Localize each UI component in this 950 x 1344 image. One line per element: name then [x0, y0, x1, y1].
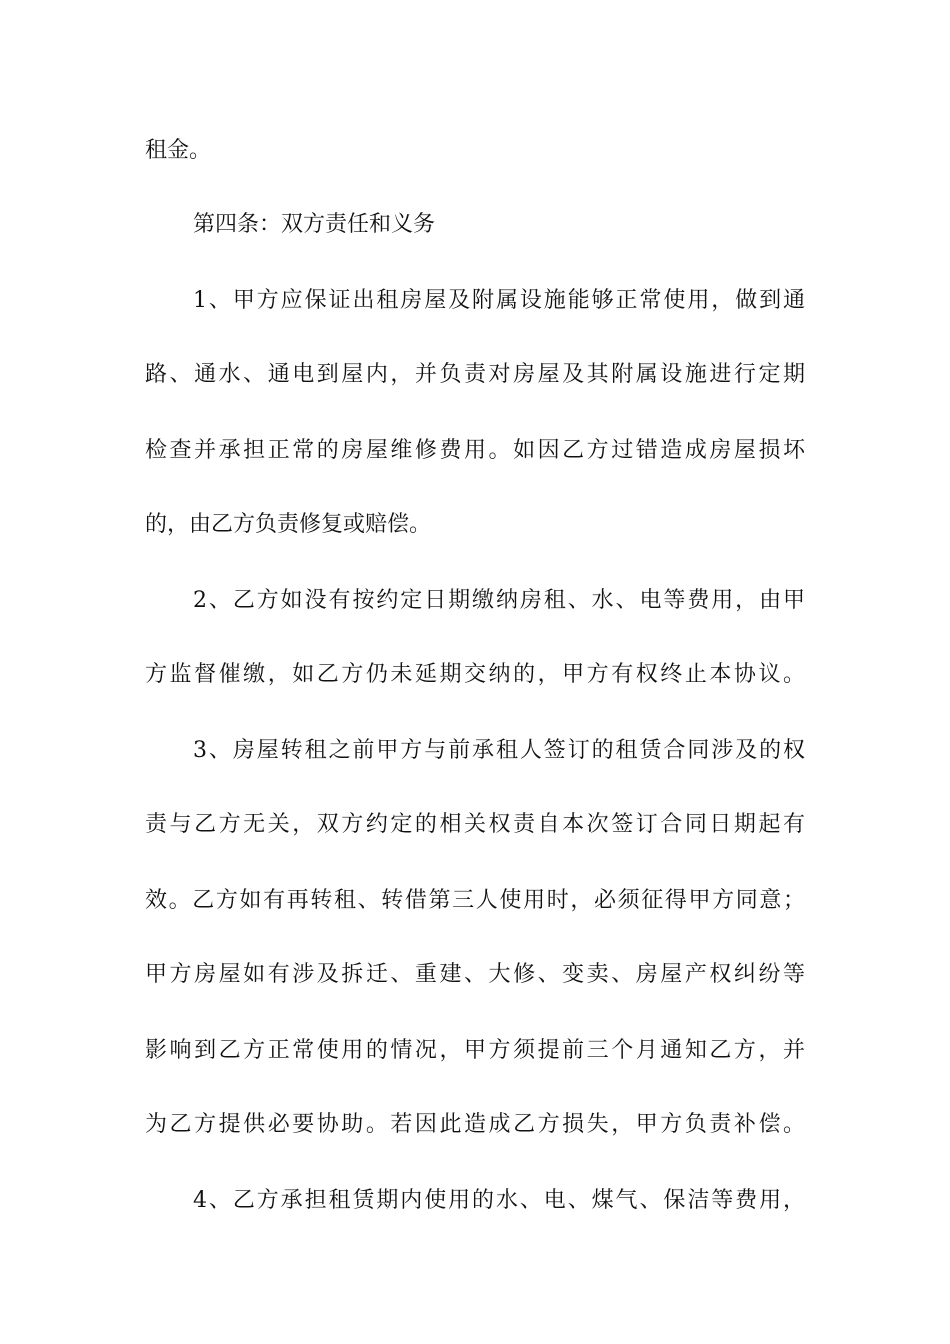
paragraph-line: 4、乙方承担租赁期内使用的水、电、煤气、保洁等费用，: [193, 1188, 805, 1213]
paragraph-line: 影响到乙方正常使用的情况，甲方须提前三个月通知乙方，并: [145, 1038, 805, 1063]
paragraph-line: 检查并承担正常的房屋维修费用。如因乙方过错造成房屋损坏: [145, 438, 805, 463]
paragraph-line: 1、甲方应保证出租房屋及附属设施能够正常使用，做到通: [193, 288, 805, 313]
section-heading: 第四条：双方责任和义务: [193, 212, 436, 237]
paragraph-line: 2、乙方如没有按约定日期缴纳房租、水、电等费用，由甲: [193, 588, 805, 613]
paragraph-line: 路、通水、通电到屋内，并负责对房屋及其附属设施进行定期: [145, 362, 805, 387]
paragraph-line: 的，由乙方负责修复或赔偿。: [145, 512, 432, 537]
paragraph-line: 责与乙方无关，双方约定的相关权责自本次签订合同日期起有: [145, 812, 805, 837]
paragraph-line: 租金。: [145, 138, 212, 163]
paragraph-line: 甲方房屋如有涉及拆迁、重建、大修、变卖、房屋产权纠纷等: [145, 962, 805, 987]
paragraph-line: 为乙方提供必要协助。若因此造成乙方损失，甲方负责补偿。: [145, 1112, 805, 1137]
paragraph-line: 效。乙方如有再转租、转借第三人使用时，必须征得甲方同意；: [145, 888, 805, 913]
paragraph-line: 方监督催缴，如乙方仍未延期交纳的，甲方有权终止本协议。: [145, 662, 805, 687]
paragraph-line: 3、房屋转租之前甲方与前承租人签订的租赁合同涉及的权: [193, 738, 805, 763]
